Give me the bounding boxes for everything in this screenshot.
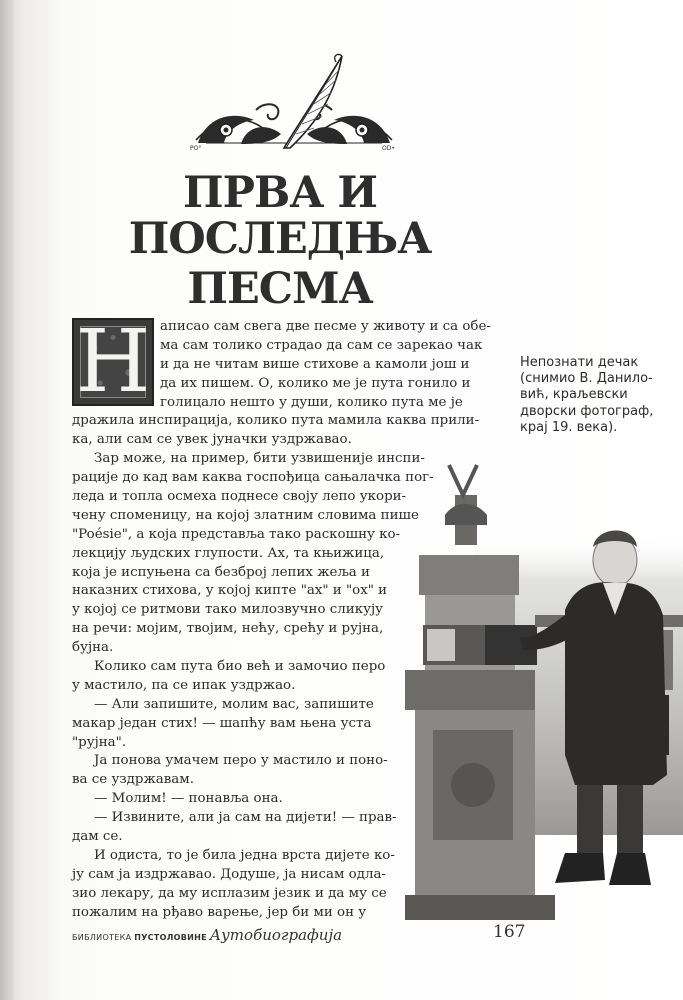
text-line: "рујна". <box>72 734 127 750</box>
chapter-title-line-2: ПОСЛЕДЊА ПЕСМА <box>128 214 432 314</box>
text-line: дам се. <box>72 829 123 845</box>
text-line: бујна. <box>72 640 114 656</box>
series-name: ПУСТОЛОВИНЕ <box>134 933 207 942</box>
drop-cap-letter: Н <box>75 312 151 412</box>
text-line: у мастило, па се ипак уздржао. <box>72 677 296 693</box>
text-line: наказних стихова, у којој кипте "ах" и "ох" и <box>72 583 388 599</box>
caption-line: Непознати дечак <box>520 355 639 370</box>
page-spine-shadow <box>0 0 14 1000</box>
text-line: ва се уздржавам. <box>72 772 194 788</box>
text-line: пожалим на рђаво варење, јер би ми он у <box>72 904 367 920</box>
svg-text:OD•: OD• <box>382 145 395 152</box>
text-line: зио лекару, да му исплазим језик и да му се <box>72 885 387 901</box>
text-line: — Али запишите, молим вас, запишите <box>94 696 374 712</box>
text-line: ка, али сам се увек јуначки уздржавао. <box>72 432 352 448</box>
caption-line: дворски фотограф, <box>520 403 654 419</box>
text-line: ма сам толико страдао да сам се зарекао чак <box>160 337 483 353</box>
text-line: на речи: мојим, твојим, нећу, срећу и рујна, <box>72 621 384 637</box>
text-line: макар један стих! — шапћу вам њена уста <box>72 715 372 731</box>
text-line: лекцију људских глупости. Ах, та књижица, <box>72 545 385 561</box>
text-line: у којој се ритмови тако милозвучно сликују <box>72 602 383 618</box>
text-line: ју сам ја издржавао. Додуше, ја нисам одла- <box>72 866 386 882</box>
running-footer <box>72 926 342 944</box>
text-line: рације до кад вам каква госпођица сањалачка пог- <box>72 470 434 486</box>
svg-text:PO°: PO° <box>190 145 202 152</box>
text-line: дражила инспирација, колико пута мамила каква прили- <box>72 413 480 429</box>
quill-ornament-icon <box>186 48 402 168</box>
text-line: Колико сам пута био већ и замочио перо <box>94 659 386 675</box>
text-line: Зар може, на пример, бити узвишеније инспи- <box>94 451 425 467</box>
text-line: чену спомeницу, на којој златним словима пише <box>72 507 419 523</box>
series-prefix: БИБЛИОТЕКА <box>72 933 132 942</box>
photo-caption <box>520 355 670 436</box>
text-line: — Молим! — понавља она. <box>94 791 283 807</box>
boy-photograph <box>405 455 683 920</box>
body-text <box>72 318 491 923</box>
text-line: да их пишем. О, колико ме је пута гонило и <box>160 375 471 391</box>
text-line: и да не читам више стихове а камоли још и <box>160 356 470 372</box>
caption-line: крај 19. века). <box>520 419 618 435</box>
text-line: — Извините, али ја сам на дијети! — прав- <box>94 810 397 826</box>
text-line: леда и топла осмеха поднесе своју лепо укори- <box>72 489 407 505</box>
chapter-title-line-1: ПРВА И <box>183 168 377 218</box>
text-line: која је испуњена са безброј лепих жеља и <box>72 564 370 580</box>
text-line: И одиста, то је била једна врста дијете ко- <box>94 847 395 863</box>
text-line: голицало нешто у души, колико пута ме је <box>160 394 463 410</box>
caption-line: (снимио В. Данило- <box>520 371 653 387</box>
caption-line: вић, краљевски <box>520 387 628 403</box>
text-line: "Poésie", а која представља тако раскошну ко- <box>72 526 401 542</box>
book-title: Аутобиографија <box>209 926 343 944</box>
page-number: 167 <box>493 922 526 942</box>
text-line: аписао сам свега две песме у животу и са обе- <box>160 319 491 334</box>
text-line: Ја понова умачем перо у мастило и поно- <box>94 753 388 769</box>
